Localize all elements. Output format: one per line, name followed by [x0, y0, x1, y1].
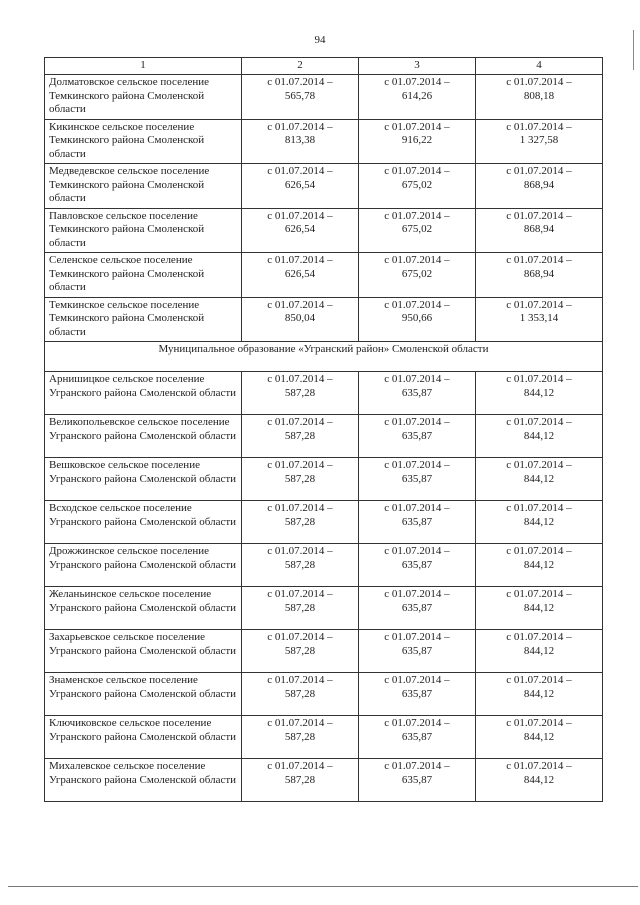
tariff-cell-v4 [476, 119, 603, 164]
tariff-cell-v4 [476, 587, 603, 630]
ugransky-section [45, 342, 603, 372]
tariff-date: с 01.07.2014 – [384, 588, 450, 600]
tariff-cell-v4 [476, 372, 603, 415]
table-row [45, 630, 603, 673]
tariff-value: 635,87 [401, 429, 433, 442]
tariff-value: 587,28 [284, 472, 316, 485]
tariff-value: 675,02 [401, 267, 433, 280]
tariff-cell-v3 [359, 501, 476, 544]
settlement-name: Медведевское сельское поселение Темкинского района Смоленской области [45, 164, 242, 209]
tariff-cell-v4 [476, 415, 603, 458]
tariff-cell-v4 [476, 716, 603, 759]
page-number: 94 [314, 34, 326, 46]
tariff-date: с 01.07.2014 – [506, 631, 572, 643]
settlement-name: Павловское сельское поселение Темкинского района Смоленской области [45, 208, 242, 253]
table-row [45, 415, 603, 458]
tariff-cell-v3 [359, 587, 476, 630]
tariff-cell-v3 [359, 164, 476, 209]
tariff-date: с 01.07.2014 – [267, 120, 333, 133]
tariff-cell-v3 [359, 673, 476, 716]
tariff-date: с 01.07.2014 – [384, 298, 450, 311]
tariff-date: с 01.07.2014 – [267, 165, 333, 177]
tariff-value: 844,12 [523, 773, 555, 786]
table-row [45, 501, 603, 544]
tariff-cell-v2 [242, 75, 359, 120]
tariff-cell-v4 [476, 164, 603, 209]
settlement-name: Долматовское сельское поселение Темкинского района Смоленской области [45, 75, 242, 120]
settlement-name: Желаньинское сельское поселение Угранского района Смоленской области [45, 587, 242, 630]
tariff-date: с 01.07.2014 – [506, 373, 572, 385]
tariff-value: 844,12 [523, 386, 555, 399]
tariff-cell-v2 [242, 458, 359, 501]
ugransky-rows [45, 372, 603, 802]
tariff-date: с 01.07.2014 – [384, 120, 450, 133]
table-row [45, 208, 603, 253]
tariff-cell-v3 [359, 630, 476, 673]
tariff-date: с 01.07.2014 – [384, 631, 450, 643]
section-title: Муниципальное образование «Угранский район» Смоленской области [45, 342, 603, 372]
tariff-value: 675,02 [401, 223, 433, 235]
tariff-cell-v2 [242, 164, 359, 209]
tariff-value: 813,38 [284, 134, 316, 146]
tariff-date: с 01.07.2014 – [267, 760, 333, 772]
tariff-date: с 01.07.2014 – [384, 165, 450, 177]
tariff-value: 587,28 [284, 773, 316, 786]
scan-edge-mark [633, 30, 634, 70]
tariff-date: с 01.07.2014 – [506, 717, 572, 729]
tariff-value: 950,66 [401, 312, 433, 324]
tariff-cell-v3 [359, 75, 476, 120]
tariff-cell-v4 [476, 208, 603, 253]
table-row [45, 716, 603, 759]
tariff-value: 587,28 [284, 515, 316, 528]
tariff-value: 844,12 [523, 601, 555, 614]
tariff-cell-v3 [359, 253, 476, 298]
tariff-cell-v4 [476, 501, 603, 544]
tariff-cell-v2 [242, 501, 359, 544]
tariff-date: с 01.07.2014 – [384, 545, 450, 557]
tariff-date: с 01.07.2014 – [267, 502, 333, 514]
tariff-value: 635,87 [401, 687, 433, 700]
tariff-cell-v3 [359, 372, 476, 415]
tariff-value: 635,87 [401, 515, 433, 528]
tariff-cell-v4 [476, 759, 603, 802]
settlement-name: Захарьевское сельское поселение Угранского района Смоленской области [45, 630, 242, 673]
table-row [45, 297, 603, 342]
tariff-value: 587,28 [284, 429, 316, 442]
tariff-date: с 01.07.2014 – [506, 588, 572, 600]
tariff-date: с 01.07.2014 – [506, 165, 572, 177]
tariff-date: с 01.07.2014 – [506, 76, 572, 88]
tariff-value: 635,87 [401, 601, 433, 614]
tariff-value: 635,87 [401, 730, 433, 743]
tariff-date: с 01.07.2014 – [506, 760, 572, 772]
tariff-cell-v2 [242, 759, 359, 802]
tariff-date: с 01.07.2014 – [384, 76, 450, 88]
tariff-date: с 01.07.2014 – [384, 373, 450, 385]
settlement-name: Темкинское сельское поселение Темкинского района Смоленской области [45, 297, 242, 342]
column-header-1: 1 [45, 58, 242, 75]
tariff-value: 587,28 [284, 730, 316, 743]
tariff-value: 635,87 [401, 558, 433, 571]
column-header-2: 2 [242, 58, 359, 75]
tariff-value: 587,28 [284, 687, 316, 700]
tariff-value: 850,04 [284, 312, 316, 324]
tariff-cell-v2 [242, 119, 359, 164]
settlement-name: Всходское сельское поселение Угранского района Смоленской области [45, 501, 242, 544]
tariff-value: 844,12 [523, 687, 555, 700]
tariff-value: 916,22 [401, 134, 433, 146]
tariff-date: с 01.07.2014 – [506, 298, 572, 311]
tariff-value: 844,12 [523, 730, 555, 743]
tariff-value: 587,28 [284, 386, 316, 399]
tariff-date: с 01.07.2014 – [267, 545, 333, 557]
tariff-date: с 01.07.2014 – [267, 717, 333, 729]
tariff-cell-v2 [242, 544, 359, 587]
tariff-cell-v2 [242, 253, 359, 298]
tariff-cell-v4 [476, 297, 603, 342]
table-row [45, 759, 603, 802]
column-header-3: 3 [359, 58, 476, 75]
tariff-date: с 01.07.2014 – [384, 717, 450, 729]
tariff-value: 587,28 [284, 601, 316, 614]
tariff-cell-v4 [476, 75, 603, 120]
settlement-name: Арнишицкое сельское поселение Угранского района Смоленской области [45, 372, 242, 415]
settlement-name: Дрожжинское сельское поселение Угранского района Смоленской области [45, 544, 242, 587]
tariff-cell-v4 [476, 253, 603, 298]
tariff-cell-v2 [242, 630, 359, 673]
tariff-date: с 01.07.2014 – [384, 459, 450, 471]
tariff-cell-v2 [242, 297, 359, 342]
tariff-cell-v4 [476, 630, 603, 673]
tariff-date: с 01.07.2014 – [267, 674, 333, 686]
tariff-cell-v3 [359, 759, 476, 802]
settlement-name: Великопольевское сельское поселение Угранского района Смоленской области [45, 415, 242, 458]
tariff-cell-v3 [359, 415, 476, 458]
tariff-date: с 01.07.2014 – [267, 209, 333, 222]
table-row [45, 119, 603, 164]
table-row [45, 544, 603, 587]
tariff-value: 1 327,58 [519, 134, 559, 146]
tariff-date: с 01.07.2014 – [506, 416, 572, 428]
tariff-value: 844,12 [523, 472, 555, 485]
tariff-cell-v2 [242, 673, 359, 716]
tariff-cell-v4 [476, 458, 603, 501]
table-row [45, 253, 603, 298]
table-row [45, 372, 603, 415]
tariff-value: 626,54 [284, 223, 316, 235]
tariff-date: с 01.07.2014 – [267, 373, 333, 385]
tariff-value: 587,28 [284, 558, 316, 571]
tariff-date: с 01.07.2014 – [506, 545, 572, 557]
tariff-date: с 01.07.2014 – [506, 120, 572, 133]
tariff-cell-v2 [242, 372, 359, 415]
table-row [45, 164, 603, 209]
tariff-date: с 01.07.2014 – [506, 254, 572, 266]
tariff-cell-v3 [359, 544, 476, 587]
tariff-date: с 01.07.2014 – [267, 298, 333, 311]
tariff-value: 844,12 [523, 644, 555, 657]
tariff-value: 868,94 [523, 178, 555, 191]
tariff-cell-v2 [242, 716, 359, 759]
tariff-value: 635,87 [401, 386, 433, 399]
column-header-4: 4 [476, 58, 603, 75]
table-row [45, 673, 603, 716]
table-row [45, 458, 603, 501]
tariff-date: с 01.07.2014 – [506, 209, 572, 222]
tariff-table [44, 57, 603, 802]
settlement-name: Михалевское сельское поселение Угранского района Смоленской области [45, 759, 242, 802]
tariff-value: 626,54 [284, 267, 316, 280]
table-header [45, 58, 603, 75]
tariff-value: 844,12 [523, 515, 555, 528]
tariff-value: 808,18 [523, 89, 555, 102]
tariff-value: 635,87 [401, 644, 433, 657]
tariff-value: 844,12 [523, 558, 555, 571]
tariff-date: с 01.07.2014 – [384, 209, 450, 222]
settlement-name: Знаменское сельское поселение Угранского района Смоленской области [45, 673, 242, 716]
tariff-value: 868,94 [523, 267, 555, 280]
tariff-cell-v4 [476, 673, 603, 716]
tariff-cell-v3 [359, 297, 476, 342]
tariff-cell-v3 [359, 208, 476, 253]
settlement-name: Кикинское сельское поселение Темкинского района Смоленской области [45, 119, 242, 164]
settlement-name: Вешковское сельское поселение Угранского района Смоленской области [45, 458, 242, 501]
table-row [45, 587, 603, 630]
tariff-cell-v2 [242, 587, 359, 630]
tariff-cell-v2 [242, 415, 359, 458]
tariff-value: 635,87 [401, 472, 433, 485]
tariff-value: 868,94 [523, 223, 555, 235]
settlement-name: Селенское сельское поселение Темкинского района Смоленской области [45, 253, 242, 298]
tariff-date: с 01.07.2014 – [384, 416, 450, 428]
tariff-value: 614,26 [401, 89, 433, 102]
tariff-date: с 01.07.2014 – [267, 631, 333, 643]
tariff-date: с 01.07.2014 – [506, 674, 572, 686]
tariff-value: 565,78 [284, 89, 316, 102]
tariff-date: с 01.07.2014 – [506, 502, 572, 514]
settlement-name: Ключиковское сельское поселение Угранского района Смоленской области [45, 716, 242, 759]
tariff-value: 1 353,14 [519, 312, 559, 324]
table-row [45, 75, 603, 120]
tariff-date: с 01.07.2014 – [267, 76, 333, 88]
tariff-cell-v3 [359, 458, 476, 501]
tariff-date: с 01.07.2014 – [267, 588, 333, 600]
tariff-date: с 01.07.2014 – [267, 459, 333, 471]
tariff-value: 635,87 [401, 773, 433, 786]
tariff-date: с 01.07.2014 – [267, 416, 333, 428]
tariff-value: 844,12 [523, 429, 555, 442]
tariff-cell-v3 [359, 119, 476, 164]
temkinsky-rows [45, 75, 603, 342]
tariff-value: 626,54 [284, 178, 316, 191]
tariff-date: с 01.07.2014 – [384, 674, 450, 686]
tariff-cell-v3 [359, 716, 476, 759]
tariff-cell-v2 [242, 208, 359, 253]
footer-rule [8, 886, 638, 887]
tariff-date: с 01.07.2014 – [267, 254, 333, 266]
tariff-value: 587,28 [284, 644, 316, 657]
tariff-value: 675,02 [401, 178, 433, 191]
tariff-date: с 01.07.2014 – [506, 459, 572, 471]
tariff-date: с 01.07.2014 – [384, 760, 450, 772]
tariff-cell-v4 [476, 544, 603, 587]
tariff-date: с 01.07.2014 – [384, 254, 450, 266]
tariff-date: с 01.07.2014 – [384, 502, 450, 514]
